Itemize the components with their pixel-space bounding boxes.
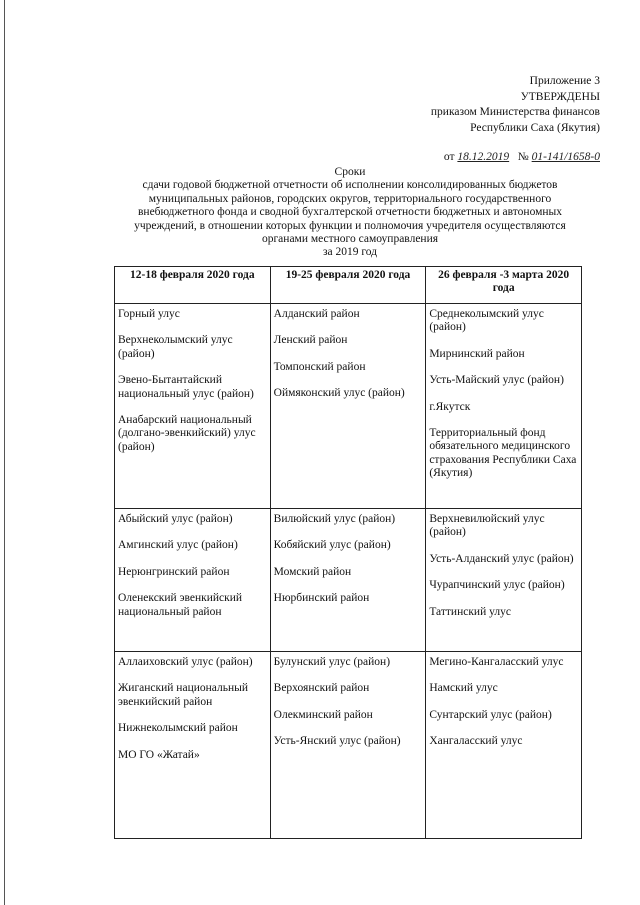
region-name: Таттинский улус [429,605,511,618]
column-header: 19-25 февраля 2020 года [270,267,426,304]
deadline-table [114,266,582,839]
number-prefix: № [517,151,529,163]
region-name: Анабарский национальный (долгано-эвенкийский) улус (район) [118,414,256,453]
region-name: Томпонский район [273,360,366,373]
region-name: Оймяконский улус (район) [273,387,405,400]
approval-block [431,74,600,166]
region-name: Ленский район [273,334,348,347]
region-name: Горный улус [118,308,180,320]
column-header: 26 февраля -3 марта 2020 года [426,267,582,304]
approved-label: УТВЕРЖДЕНЫ [520,90,600,103]
region-name: Намский улус [429,682,498,695]
region-name: Верхоянский район [273,682,370,695]
order-date: 18.12.2019 [457,151,510,163]
region-name: Нюрбинский район [273,592,370,605]
region-name: Мирнинский район [429,347,525,360]
heading-period: за 2019 год [322,246,378,259]
region-name: Среднеколымский улус (район) [429,308,544,334]
region-name: Эвено-Бытантайский национальный улус (район) [118,374,254,400]
region-name: Усть-Алданский улус (район) [429,552,574,565]
column-header: 12-18 февраля 2020 года [115,267,271,304]
page-edge-line [4,0,5,905]
region-name: Чурапчинский улус (район) [429,579,565,592]
table-cell [115,652,271,839]
region-name: г.Якутск [429,400,471,413]
table-row [115,652,582,839]
heading-body: сдачи годовой бюджетной отчетности об исполнении консолидированных бюджетов муниципальных районов, городских округов, территориального государственного внебюджетного фонда и сводной бухгалтерской отчетности бюджетных и автономных учреждений, в отношении которых функции и полномочия учредителя осуществляются органами местного самоуправления [134,179,566,246]
table-cell [426,509,582,652]
region-name: Верхневилюйский улус (район) [429,513,545,539]
region-name: Вилюйский улус (район) [273,513,396,525]
region-name: Кобяйский улус (район) [273,539,391,552]
republic-line: Республики Саха (Якутия) [470,121,600,134]
table-cell [270,304,426,509]
region-name: Усть-Майский улус (район) [429,374,564,387]
document-heading [110,166,590,260]
table-header-row [115,267,582,304]
region-name: Усть-Янский улус (район) [273,735,401,748]
table-cell [115,304,271,509]
region-name: Жиганский национальный эвенкийский район [118,682,249,708]
region-name: Аллаиховский улус (район) [118,656,253,668]
table-row [115,509,582,652]
table-row [115,304,582,509]
region-name: Оленекский эвенкийский национальный район [118,592,243,618]
region-name: МО ГО «Жатай» [118,748,200,761]
region-name: Хангаласский улус [429,735,523,748]
region-name: Нерюнгринский район [118,565,230,578]
region-name: Булунский улус (район) [273,656,391,668]
region-name: Верхнеколымский улус (район) [118,334,233,360]
order-number: 01-141/1658-0 [531,151,600,163]
table-cell [270,652,426,839]
appendix-label: Приложение 3 [529,75,600,87]
region-name: Территориальный фонд обязательного медицинского страхования Республики Саха (Якутия) [429,427,577,480]
table-cell [115,509,271,652]
region-name: Нижнеколымский район [118,722,238,735]
region-name: Олекминский район [273,708,373,721]
region-name: Амгинский улус (район) [118,539,238,552]
heading-title: Сроки [334,166,366,178]
date-prefix: от [443,151,455,163]
table-cell [426,652,582,839]
table-cell [426,304,582,509]
region-name: Сунтарский улус (район) [429,708,552,721]
region-name: Алданский район [273,308,360,320]
table-cell [270,509,426,652]
region-name: Мегино-Кангаласский улус [429,656,564,668]
order-reference [431,150,600,166]
region-name: Абыйский улус (район) [118,513,233,525]
order-line: приказом Министерства финансов [430,106,600,118]
region-name: Момский район [273,565,352,578]
